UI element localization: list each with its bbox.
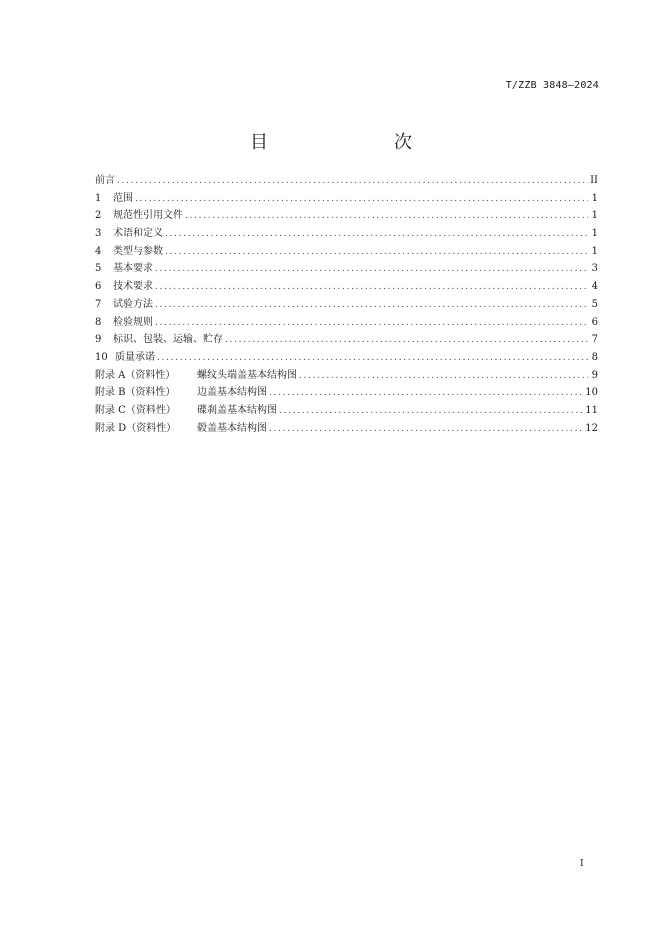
toc-entry-terms-definitions[interactable]	[95, 224, 598, 242]
toc-entry-technical-requirements[interactable]	[95, 277, 598, 295]
table-of-contents	[95, 171, 598, 436]
toc-entry-basic-requirements[interactable]	[95, 259, 598, 277]
toc-entry-page: 5	[591, 298, 598, 310]
toc-leader-dots	[279, 406, 583, 416]
toc-entry-appendix-d[interactable]	[95, 419, 598, 437]
toc-entry-types-parameters[interactable]	[95, 242, 598, 260]
toc-entry-number: 10	[95, 351, 108, 363]
toc-entry-marking-packaging[interactable]	[95, 330, 598, 348]
toc-entry-label: 前言	[95, 175, 115, 186]
toc-leader-dots	[155, 282, 588, 292]
toc-entry-label: 螺纹头端盖基本结构图	[197, 369, 297, 381]
toc-leader-dots	[117, 176, 588, 186]
toc-title: 目 次	[250, 132, 442, 153]
toc-entry-foreword[interactable]	[95, 171, 598, 189]
toc-entry-label: 质量承诺	[115, 351, 155, 363]
toc-entry-label: 技术要求	[113, 281, 153, 293]
toc-entry-number: 1	[95, 192, 102, 204]
toc-entry-number: 7	[95, 298, 102, 310]
toc-entry-label: 术语和定义	[113, 228, 163, 240]
toc-entry-appendix-b[interactable]	[95, 383, 598, 401]
toc-leader-dots	[155, 300, 588, 310]
toc-leader-dots	[269, 424, 583, 434]
toc-entry-number: 5	[95, 263, 102, 275]
toc-leader-dots	[165, 229, 588, 239]
toc-leader-dots	[299, 371, 588, 381]
toc-leader-dots	[165, 247, 588, 257]
toc-leader-dots	[155, 264, 588, 274]
appendix-prefix: 附录 B（资料性）	[95, 387, 176, 399]
toc-entry-number: 9	[95, 334, 102, 346]
toc-entry-label: 标识、包装、运输、贮存	[113, 334, 223, 346]
toc-entry-label: 试验方法	[113, 298, 153, 310]
toc-entry-number: 2	[95, 210, 102, 222]
toc-entry-label: 规范性引用文件	[113, 210, 183, 222]
toc-entry-scope[interactable]	[95, 189, 598, 207]
toc-entry-appendix-a[interactable]	[95, 366, 598, 384]
toc-entry-label: 边盖基本结构图	[197, 387, 267, 399]
toc-entry-page: 1	[591, 210, 598, 222]
toc-entry-page: 3	[591, 263, 598, 275]
toc-leader-dots	[225, 335, 588, 345]
toc-entry-page: 1	[591, 192, 598, 204]
toc-entry-number: 4	[95, 245, 102, 257]
toc-entry-page: 10	[585, 387, 598, 399]
toc-entry-page: 12	[585, 422, 598, 434]
toc-entry-number: 3	[95, 228, 102, 240]
appendix-prefix: 附录 C（资料性）	[95, 404, 176, 416]
toc-entry-label: 基本要求	[113, 263, 153, 275]
toc-leader-dots	[155, 318, 588, 328]
toc-entry-page: 11	[585, 404, 598, 416]
toc-entry-normative-references[interactable]	[95, 206, 598, 224]
toc-leader-dots	[269, 388, 583, 398]
toc-entry-page: 1	[591, 228, 598, 240]
appendix-prefix: 附录 D（资料性）	[95, 422, 177, 434]
toc-entry-page: II	[590, 175, 598, 186]
toc-leader-dots	[135, 194, 588, 204]
toc-entry-label: 毂盖基本结构图	[197, 422, 267, 434]
toc-entry-page: 4	[591, 281, 598, 293]
toc-entry-inspection-rules[interactable]	[95, 313, 598, 331]
toc-entry-number: 8	[95, 316, 102, 328]
toc-entry-page: 8	[591, 351, 598, 363]
toc-entry-quality-commitment[interactable]	[95, 348, 598, 366]
toc-entry-test-methods[interactable]	[95, 295, 598, 313]
toc-entry-page: 9	[591, 369, 598, 381]
toc-entry-page: 7	[591, 334, 598, 346]
toc-entry-appendix-c[interactable]	[95, 401, 598, 419]
toc-entry-number: 6	[95, 281, 102, 293]
toc-leader-dots	[157, 353, 588, 363]
appendix-prefix: 附录 A（资料性）	[95, 369, 176, 381]
toc-entry-label: 类型与参数	[113, 245, 163, 257]
toc-leader-dots	[185, 211, 588, 221]
toc-entry-label: 碟刹盖基本结构图	[197, 404, 277, 416]
document-code: T/ZZB 3848—2024	[505, 80, 599, 91]
toc-entry-page: 6	[591, 316, 598, 328]
toc-entry-label: 范围	[113, 192, 133, 204]
toc-entry-page: 1	[591, 245, 598, 257]
page-number: I	[580, 859, 584, 869]
toc-entry-label: 检验规则	[113, 316, 153, 328]
